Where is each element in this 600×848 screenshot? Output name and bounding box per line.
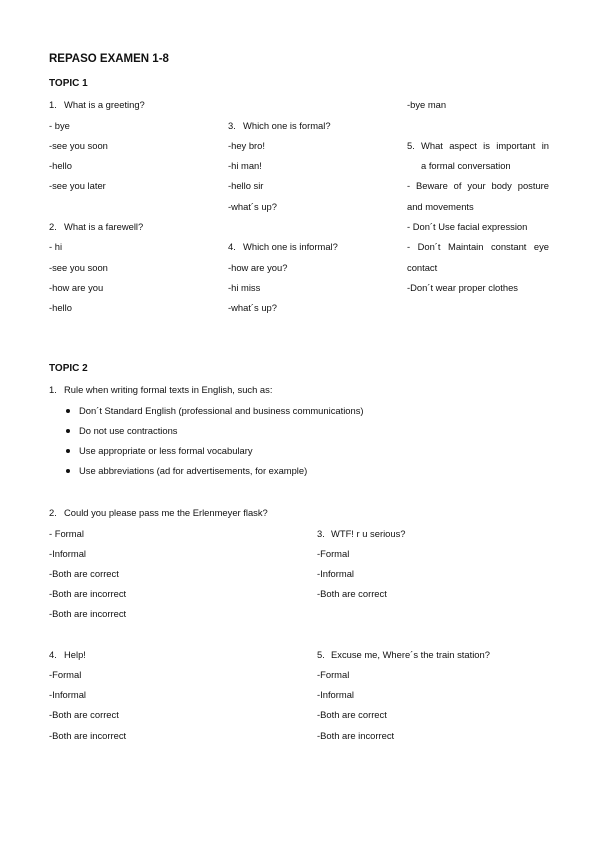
page-title: REPASO EXAMEN 1-8 bbox=[49, 53, 169, 65]
t2-q3-text: WTF! r u serious? bbox=[331, 528, 406, 539]
t2-q5-option: -Formal bbox=[317, 669, 350, 680]
t1-q2-number: 2. bbox=[49, 221, 57, 232]
t1-q5-text-line1: What aspect is important in bbox=[421, 140, 549, 151]
t1-q3-option: -hi man! bbox=[228, 160, 262, 171]
t1-q5-text-line2: a formal conversation bbox=[421, 160, 511, 171]
t1-q2-option: -how are you bbox=[49, 282, 104, 293]
t1-q4-text: Which one is informal? bbox=[243, 241, 338, 252]
t1-q3-option: -hey bro! bbox=[228, 140, 265, 151]
t1-q2-option: - hi bbox=[49, 241, 63, 252]
topic1-heading: TOPIC 1 bbox=[49, 78, 88, 89]
bullet-dot-icon bbox=[66, 409, 70, 413]
t1-q1-option: - bye bbox=[49, 120, 70, 131]
t2-q5-text: Excuse me, Where´s the train station? bbox=[331, 649, 490, 660]
t2-q4-number: 4. bbox=[49, 649, 57, 660]
topic2-heading: TOPIC 2 bbox=[49, 363, 88, 374]
t2-q2-option: - Formal bbox=[49, 528, 84, 539]
t1-q3-option: -what´s up? bbox=[228, 201, 277, 212]
t2-q2-option: -Both are incorrect bbox=[49, 588, 127, 599]
t2-q1-bullet: Do not use contractions bbox=[79, 425, 178, 436]
t2-q4-text: Help! bbox=[64, 649, 86, 660]
t1-q2-option: -see you soon bbox=[49, 262, 108, 273]
t2-q4-option: -Both are correct bbox=[49, 709, 119, 720]
t2-q4-option: -Formal bbox=[49, 669, 82, 680]
t1-q1-text: What is a greeting? bbox=[64, 99, 145, 110]
t1-q1-option: -see you soon bbox=[49, 140, 108, 151]
t2-q1-number: 1. bbox=[49, 384, 57, 395]
t2-q4-option: -Both are incorrect bbox=[49, 730, 127, 741]
t1-q3-text: Which one is formal? bbox=[243, 120, 331, 131]
t2-q5-option: -Informal bbox=[317, 689, 354, 700]
t1-q5-option: and movements bbox=[407, 201, 474, 212]
t2-q3-option: -Informal bbox=[317, 568, 354, 579]
t1-q2-option: -hello bbox=[49, 302, 72, 313]
bullet-dot-icon bbox=[66, 429, 70, 433]
t1-q5-option: - Beware of your body posture bbox=[407, 180, 549, 191]
t1-q5-option: contact bbox=[407, 262, 438, 273]
t2-q2-option: -Informal bbox=[49, 548, 86, 559]
t2-q3-option: -Both are correct bbox=[317, 588, 387, 599]
t1-q5-number: 5. bbox=[407, 140, 415, 151]
t2-q2-option: -Both are correct bbox=[49, 568, 119, 579]
t1-q5-option: - Don´t Maintain constant eye bbox=[407, 241, 549, 252]
t2-q1-bullet: Use abbreviations (ad for advertisements, for example) bbox=[79, 465, 308, 476]
t2-q2-option: -Both are incorrect bbox=[49, 608, 127, 619]
t1-q1-option: -see you later bbox=[49, 180, 106, 191]
bullet-dot-icon bbox=[66, 469, 70, 473]
t1-q4-option: -hi miss bbox=[228, 282, 261, 293]
t1-q3-number: 3. bbox=[228, 120, 236, 131]
t2-q1-bullet: Use appropriate or less formal vocabulary bbox=[79, 445, 253, 456]
t2-q3-option: -Formal bbox=[317, 548, 350, 559]
t1-q4-option: -how are you? bbox=[228, 262, 288, 273]
t1-q2-text: What is a farewell? bbox=[64, 221, 144, 232]
t1-q4-number: 4. bbox=[228, 241, 236, 252]
t2-q4-option: -Informal bbox=[49, 689, 86, 700]
t1-extra-option: -bye man bbox=[407, 99, 447, 110]
t2-q2-number: 2. bbox=[49, 507, 57, 518]
t2-q3-number: 3. bbox=[317, 528, 325, 539]
t2-q1-text: Rule when writing formal texts in English, such as: bbox=[64, 384, 273, 395]
t1-q1-option: -hello bbox=[49, 160, 72, 171]
t2-q5-option: -Both are incorrect bbox=[317, 730, 395, 741]
t1-q3-option: -hello sir bbox=[228, 180, 264, 191]
t2-q2-text: Could you please pass me the Erlenmeyer flask? bbox=[64, 507, 268, 518]
t2-q5-number: 5. bbox=[317, 649, 325, 660]
t1-q1-number: 1. bbox=[49, 99, 57, 110]
t2-q1-bullet: Don´t Standard English (professional and business communications) bbox=[79, 405, 364, 416]
t1-q4-option: -what´s up? bbox=[228, 302, 277, 313]
bullet-dot-icon bbox=[66, 449, 70, 453]
t1-q5-option: - Don´t Use facial expression bbox=[407, 221, 528, 232]
t1-q5-option: -Don´t wear proper clothes bbox=[407, 282, 518, 293]
t2-q5-option: -Both are correct bbox=[317, 709, 387, 720]
